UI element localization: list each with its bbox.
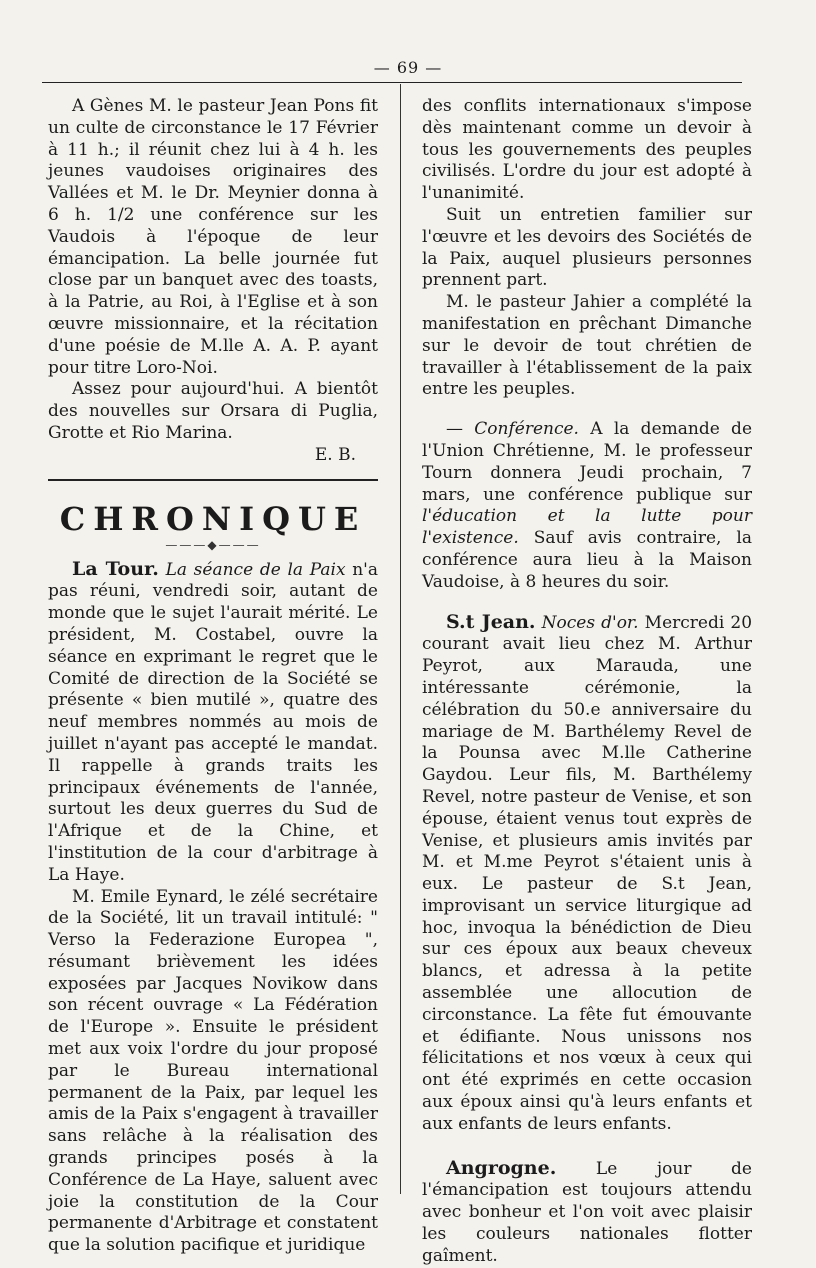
la-tour-text: n'a pas réuni, vendredi soir, autant de monde que le sujet l'aurait mérité. Le président, M. Costabel, ouvre la séance en exprimant le regret que le Comité de direction de la Société se présente « bien mutilé », quatre des neuf membres nommés au mois de juillet n'ayant pas accepté le mandat. Il rappelle à grands traits les principaux événements de l'année, surtout les deux guerres du Sud de l'Afrique et de la Chine, et l'institution de la cour d'arbitrage à La Haye.: [48, 559, 378, 885]
closing-paragraph: Assez pour aujourd'hui. A bientôt des nouvelles sur Orsara di Puglia, Grotte et Rio Marina.: [48, 379, 378, 443]
conference-heading: Conférence.: [474, 419, 579, 440]
signature: E. B.: [314, 444, 356, 465]
section-rule: [48, 479, 378, 481]
la-tour-heading: La Tour.: [72, 557, 159, 580]
la-tour-subheading: La séance de la Paix: [165, 559, 346, 580]
ornament-divider: ———◆———: [165, 537, 261, 552]
header-rule: [42, 82, 742, 83]
angrogne-heading: Angrogne.: [446, 1156, 557, 1179]
entretien-paragraph: Suit un entretien familier sur l'œuvre et les devoirs des Sociétés de la Paix, auquel plusieurs personnes prennent part.: [422, 204, 752, 291]
continuation-paragraph: des conflits internationaux s'impose dès maintenant comme un devoir à tous les gouvernements des peuples civilisés. L'ordre du jour est adopté à l'unanimité.: [422, 96, 752, 204]
conference-paragraph: — Conférence. A la demande de l'Union Chrétienne, M. le professeur Tourn donnera Jeudi prochain, 7 mars, une conférence publique sur l'éducation et la lutte pour l'existence. Sauf avis contraire, la conférence aura lieu à la Maison Vaudoise, à 8 heures du soir.: [422, 419, 753, 592]
genes-paragraph: A Gènes M. le pasteur Jean Pons fit un culte de circonstance le 17 Février à 11 h.; il réunit chez lui à 4 h. les jeunes vaudoises originaires des Vallées et M. le Dr. Meynier donna à 6 h. 1/2 une conférence sur les Vaudois à l'époque de leur émancipation. La belle journée fut close par un banquet avec des toasts, à la Patrie, au Roi, à l'Eglise et à son œuvre missionnaire, et la récitation d'une poésie de M.lle A. A. P. ayant pour titre Loro-Noi.: [48, 96, 378, 378]
page-number: — 69 —: [373, 58, 443, 77]
st-jean-subheading: Noces d'or.: [541, 612, 639, 633]
left-column: [48, 96, 378, 1257]
la-tour-paragraph: [48, 559, 378, 887]
eynard-paragraph: M. Emile Eynard, le zélé secrétaire de la Société, lit un travail intitulé: " Verso la Federazione Europea ", résumant brièvement les idées exposées par Jacques Novikow dans son récent ouvrage « La Fédération de l'Europe ». Ensuite le président met aux voix l'ordre du jour proposé par le Bureau international permanent de la Paix, par lequel les amis de la Paix s'engagent à travailler sans relâche à la réalisation des grands principes posés à la Conférence de La Haye, saluent avec joie la constitution de la Cour permanente d'Arbitrage et constatent que la solution pacifique et juridique: [48, 886, 378, 1256]
conference-title: l'éducation et la lutte pour l'existence.: [422, 506, 752, 549]
jahier-paragraph: M. le pasteur Jahier a complété la manifestation en prêchant Dimanche sur le devoir de tout chrétien de travailler à l'établissement de la paix entre les peuples.: [422, 292, 752, 400]
st-jean-heading: S.t Jean.: [446, 610, 536, 633]
chronique-heading: CHRONIQUE: [59, 499, 367, 538]
column-divider: [400, 84, 401, 1194]
angrogne-paragraph: Angrogne. Le jour de l'émancipation est toujours attendu avec bonheur et l'on voit avec plaisir les couleurs nationales flotter gaîment.: [422, 1156, 752, 1266]
st-jean-paragraph: S.t Jean. Noces d'or. Mercredi 20 courant avait lieu chez M. Arthur Peyrot, aux Marauda, une intéressante cérémonie, la célébration du 50.e anniversaire du mariage de M. Barthélemy Revel de la Pounsa avec M.lle Catherine Gaydou. Leur fils, M. Barthélemy Revel, notre pasteur de Venise, et son épouse, étaient venus tout exprès de Venise, et plusieurs amis invités par M. et M.me Peyrot s'étaient unis à eux. Le pasteur de S.t Jean, improvisant un service liturgique ad hoc, invoqua la bénédiction de Dieu sur ces époux aux beaux cheveux blancs, et adressa à la petite assemblée une allocution de circonstance. La fête fut émouvante et édifiante. Nous unissons nos félicitations et nos vœux à ceux qui ont été exprimés en cette occasion aux époux ainsi qu'à leurs enfants et aux enfants de leurs enfants.: [422, 610, 753, 1134]
right-column: [422, 96, 752, 1268]
